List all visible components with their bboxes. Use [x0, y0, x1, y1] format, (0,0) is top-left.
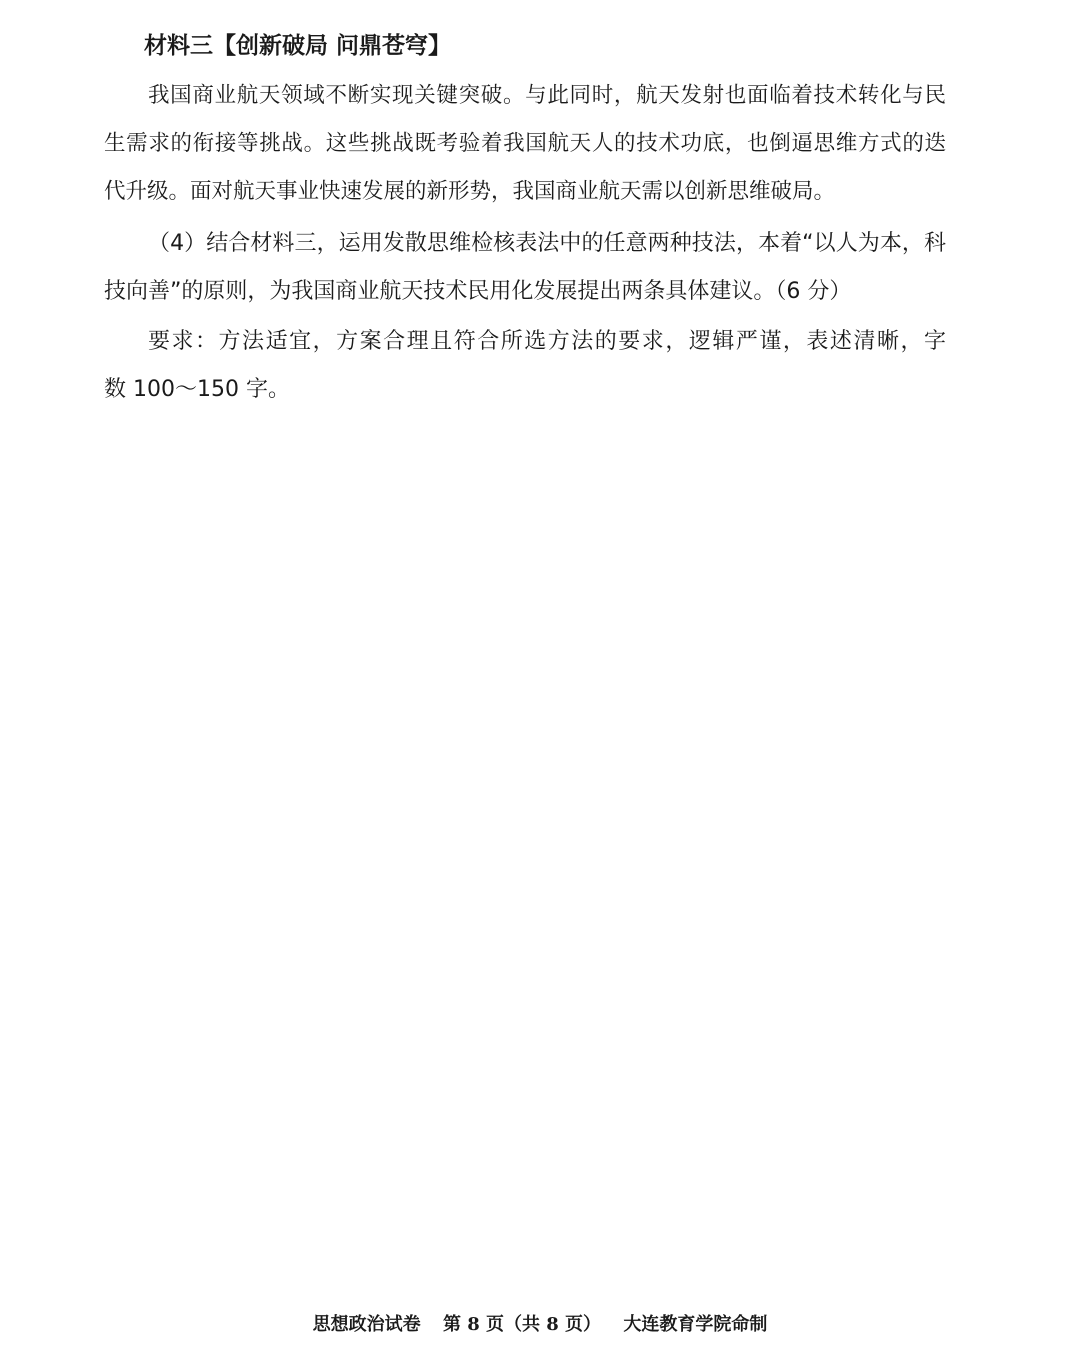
- question-line: （4）结合材料三，运用发散思维检核表法中的任意两种技法，本着“以人为本，科: [148, 231, 946, 256]
- answer-requirement: [104, 318, 946, 414]
- passage-line: 生需求的衔接等挑战。这些挑战既考验着我国航天人的技术功底，也倒逼思维方式的迭: [104, 131, 946, 156]
- footer-subject: 思想政治试卷: [312, 1314, 421, 1335]
- footer-page-number: 第 8 页（共 8 页）: [442, 1314, 602, 1335]
- question-4: [104, 220, 946, 316]
- requirement-line: 数 100～150 字。: [104, 377, 290, 402]
- material-passage: [104, 72, 946, 216]
- question-line: 技向善”的原则，为我国商业航天技术民用化发展提出两条具体建议。（6 分）: [104, 279, 852, 304]
- passage-line: 我国商业航天领域不断实现关键突破。与此同时，航天发射也面临着技术转化与民: [148, 83, 946, 108]
- footer-publisher: 大连教育学院命制: [623, 1314, 768, 1335]
- page-footer: [0, 1310, 1080, 1340]
- material-title: 材料三【创新破局 问鼎苍穹】: [144, 33, 452, 59]
- passage-line: 代升级。面对航天事业快速发展的新形势，我国商业航天需以创新思维破局。: [104, 179, 836, 204]
- requirement-line: 要求：方法适宜，方案合理且符合所选方法的要求，逻辑严谨，表述清晰，字: [148, 329, 946, 354]
